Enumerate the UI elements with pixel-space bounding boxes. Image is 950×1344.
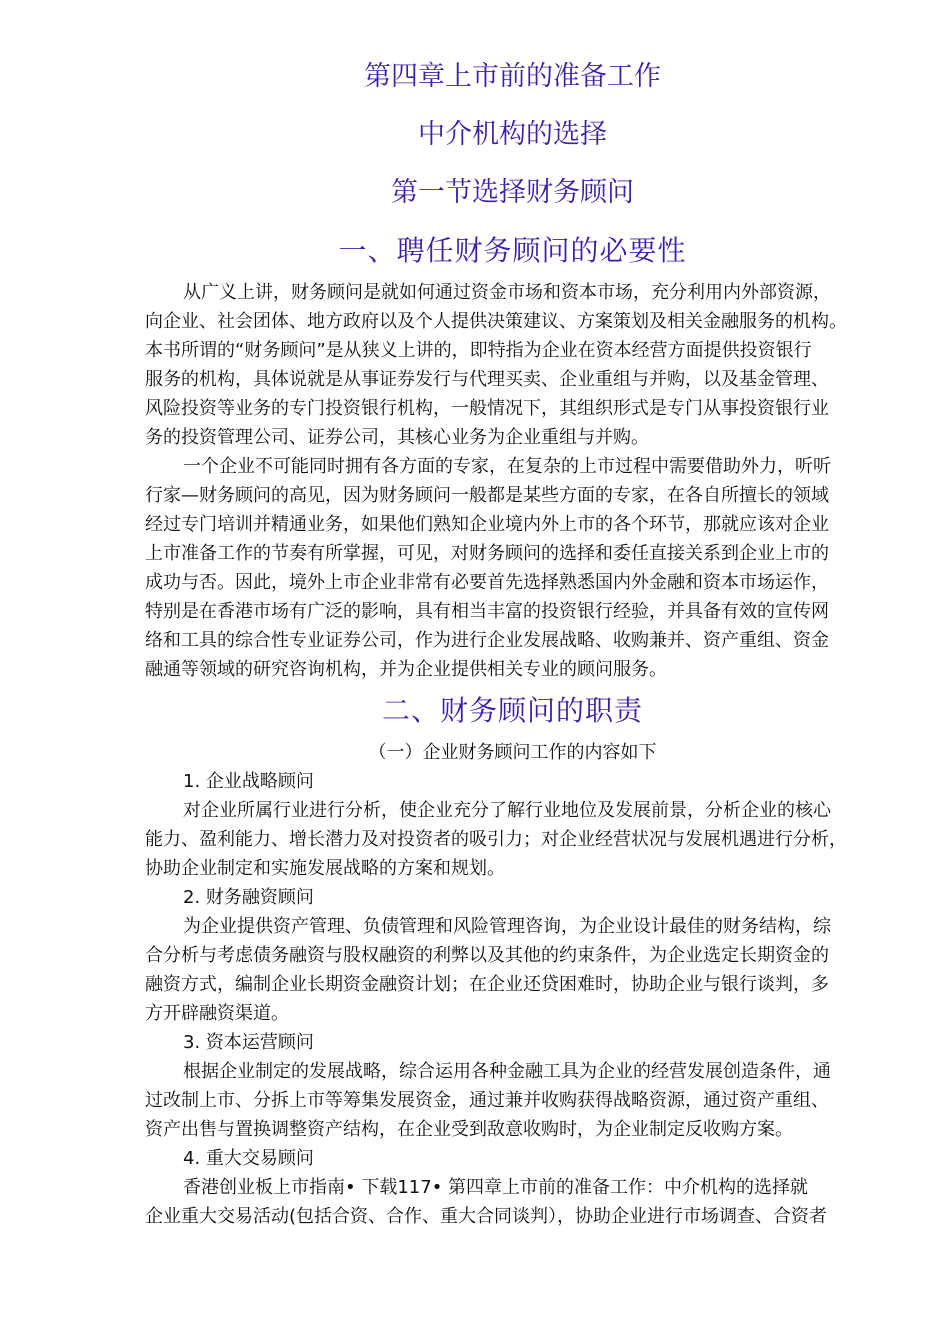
para2-line: 行家—财务顾问的高见，因为财务顾问一般都是某些方面的专家，在各自所擅长的领域 bbox=[145, 485, 829, 506]
item2-line: 合分析与考虑债务融资与股权融资的利弊以及其他的约束条件，为企业选定长期资金的 bbox=[145, 945, 829, 966]
item1-line: 对企业所属行业进行分析，使企业充分了解行业地位及发展前景，分析企业的核心 bbox=[183, 800, 831, 821]
content-subheading: （一）企业财务顾问工作的内容如下 bbox=[368, 742, 657, 763]
intermediary-title: 中介机构的选择 bbox=[418, 119, 607, 150]
item1-title: 1. 企业战略顾问 bbox=[183, 771, 314, 792]
item4-line: 企业重大交易活动(包括合资、合作、重大合同谈判），协助企业进行市场调查、合资者 bbox=[145, 1206, 828, 1227]
para2-line: 融通等领域的研究咨询机构，并为企业提供相关专业的顾问服务。 bbox=[145, 659, 667, 680]
chapter-title: 第四章上市前的准备工作 bbox=[364, 61, 661, 92]
item1-line: 协助企业制定和实施发展战略的方案和规划。 bbox=[145, 858, 505, 879]
para1-line: 服务的机构，具体说就是从事证券发行与代理买卖、企业重组与并购，以及基金管理、 bbox=[145, 369, 829, 390]
para1-line: 本书所谓的“财务顾问”是从狭义上讲的，即特指为企业在资本经营方面提供投资银行 bbox=[145, 340, 812, 361]
item3-line: 过改制上市、分拆上市等筹集发展资金，通过兼并收购获得战略资源，通过资产重组、 bbox=[145, 1090, 829, 1111]
para2-line: 上市准备工作的节奏有所掌握，可见，对财务顾问的选择和委任直接关系到企业上市的 bbox=[145, 543, 829, 564]
item2-title: 2. 财务融资顾问 bbox=[183, 887, 314, 908]
part2-heading: 二、财务顾问的职责 bbox=[381, 694, 643, 727]
para1-line: 从广义上讲，财务顾问是就如何通过资金市场和资本市场，充分利用内外部资源， bbox=[183, 282, 831, 303]
item2-line: 融资方式，编制企业长期资金融资计划；在企业还贷困难时，协助企业与银行谈判，多 bbox=[145, 974, 829, 995]
item4-title: 4. 重大交易顾问 bbox=[183, 1148, 314, 1169]
item2-line: 方开辟融资渠道。 bbox=[145, 1003, 289, 1024]
para1-line: 务的投资管理公司、证券公司，其核心业务为企业重组与并购。 bbox=[145, 427, 649, 448]
item3-line: 根据企业制定的发展战略，综合运用各种金融工具为企业的经营发展创造条件，通 bbox=[183, 1061, 831, 1082]
section-title: 第一节选择财务顾问 bbox=[391, 177, 634, 208]
item3-line: 资产出售与置换调整资产结构，在企业受到敌意收购时，为企业制定反收购方案。 bbox=[145, 1119, 793, 1140]
para2-line: 成功与否。因此，境外上市企业非常有必要首先选择熟悉国内外金融和资本市场运作， bbox=[145, 572, 829, 593]
item4-line: 香港创业板上市指南• 下载117• 第四章上市前的准备工作：中介机构的选择就 bbox=[183, 1177, 809, 1198]
para2-line: 经过专门培训并精通业务，如果他们熟知企业境内外上市的各个环节，那就应该对企业 bbox=[145, 514, 829, 535]
item3-title: 3. 资本运营顾问 bbox=[183, 1032, 314, 1053]
part1-heading: 一、聘任财务顾问的必要性 bbox=[338, 234, 687, 267]
item2-line: 为企业提供资产管理、负债管理和风险管理咨询，为企业设计最佳的财务结构，综 bbox=[183, 916, 831, 937]
para2-line: 一个企业不可能同时拥有各方面的专家，在复杂的上市过程中需要借助外力，听听 bbox=[183, 456, 831, 477]
para1-line: 风险投资等业务的专门投资银行机构，一般情况下，其组织形式是专门从事投资银行业 bbox=[145, 398, 829, 419]
para2-line: 络和工具的综合性专业证券公司，作为进行企业发展战略、收购兼并、资产重组、资金 bbox=[145, 630, 829, 651]
para1-line: 向企业、社会团体、地方政府以及个人提供决策建议、方案策划及相关金融服务的机构。 bbox=[145, 311, 847, 332]
para2-line: 特别是在香港市场有广泛的影响，具有相当丰富的投资银行经验，并具备有效的宣传网 bbox=[145, 601, 829, 622]
item1-line: 能力、盈利能力、增长潜力及对投资者的吸引力；对企业经营状况与发展机遇进行分析， bbox=[145, 829, 847, 850]
